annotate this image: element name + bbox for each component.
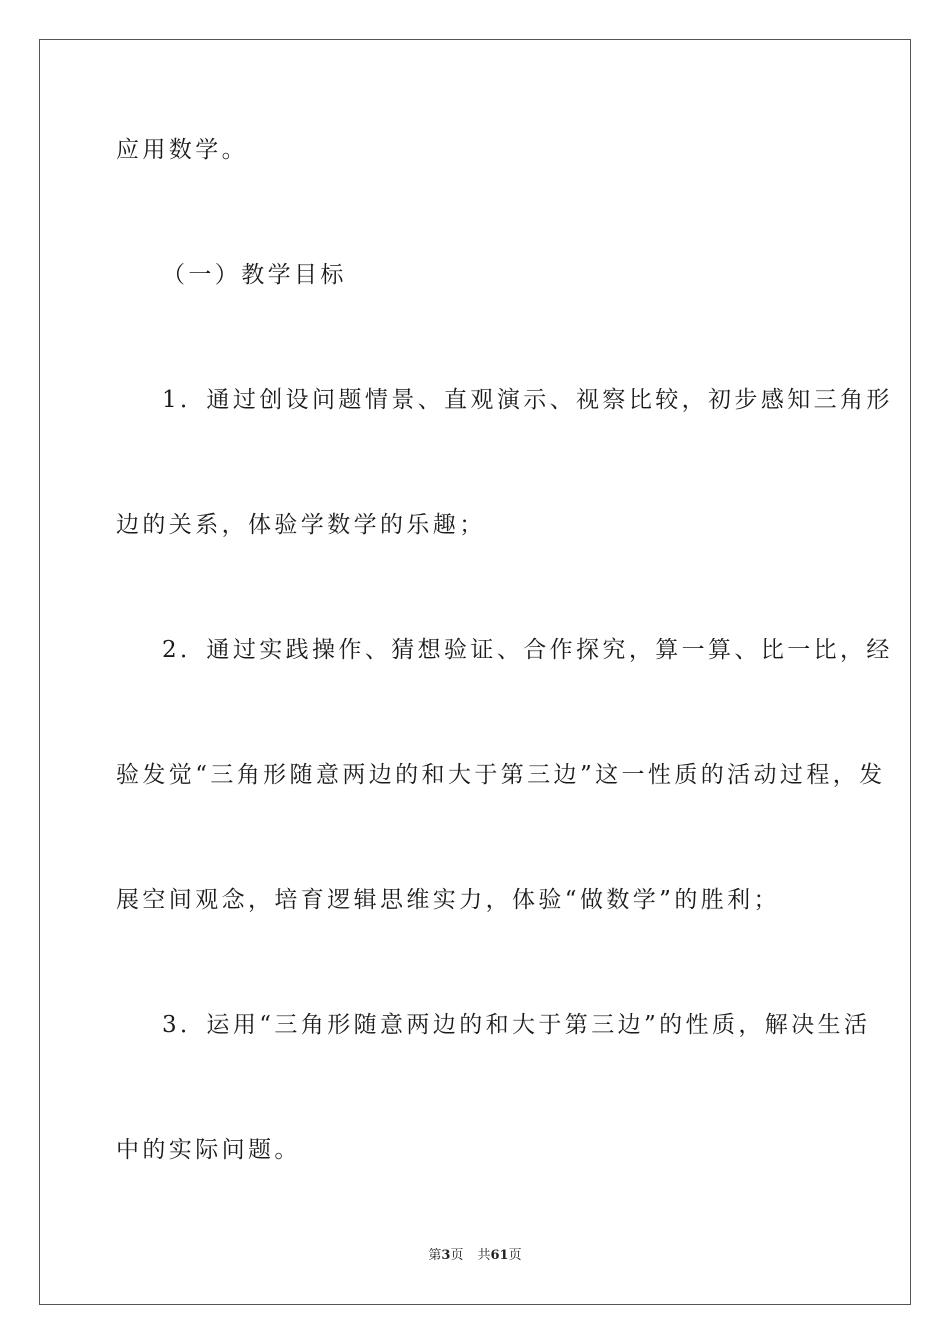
- total-suffix: 页: [508, 1248, 522, 1263]
- page-prefix: 第: [428, 1248, 442, 1263]
- total-prefix: 共: [477, 1248, 491, 1263]
- page-footer: [0, 1247, 950, 1265]
- page-number: 3: [441, 1248, 451, 1263]
- paragraph-line: 3．运用“三角形随意两边的和大于第三边”的性质，解决生活: [162, 1012, 871, 1038]
- section-heading: （一）教学目标: [162, 262, 347, 288]
- paragraph-line: 边的关系，体验学数学的乐趣；: [116, 512, 486, 538]
- paragraph-line: 2．通过实践操作、猜想验证、合作探究，算一算、比一比，经: [162, 637, 893, 663]
- total-pages: 61: [490, 1248, 509, 1263]
- paragraph-line: 1．通过创设问题情景、直观演示、视察比较，初步感知三角形: [162, 387, 893, 413]
- paragraph-line: 中的实际问题。: [116, 1137, 301, 1163]
- page-border: [39, 39, 911, 1305]
- paragraph-line: 展空间观念，培育逻辑思维实力，体验“做数学”的胜利；: [116, 887, 780, 913]
- paragraph-line: 应用数学。: [116, 137, 248, 163]
- paragraph-line: 验发觉“三角形随意两边的和大于第三边”这一性质的活动过程，发: [116, 762, 886, 788]
- page-suffix: 页: [450, 1248, 464, 1263]
